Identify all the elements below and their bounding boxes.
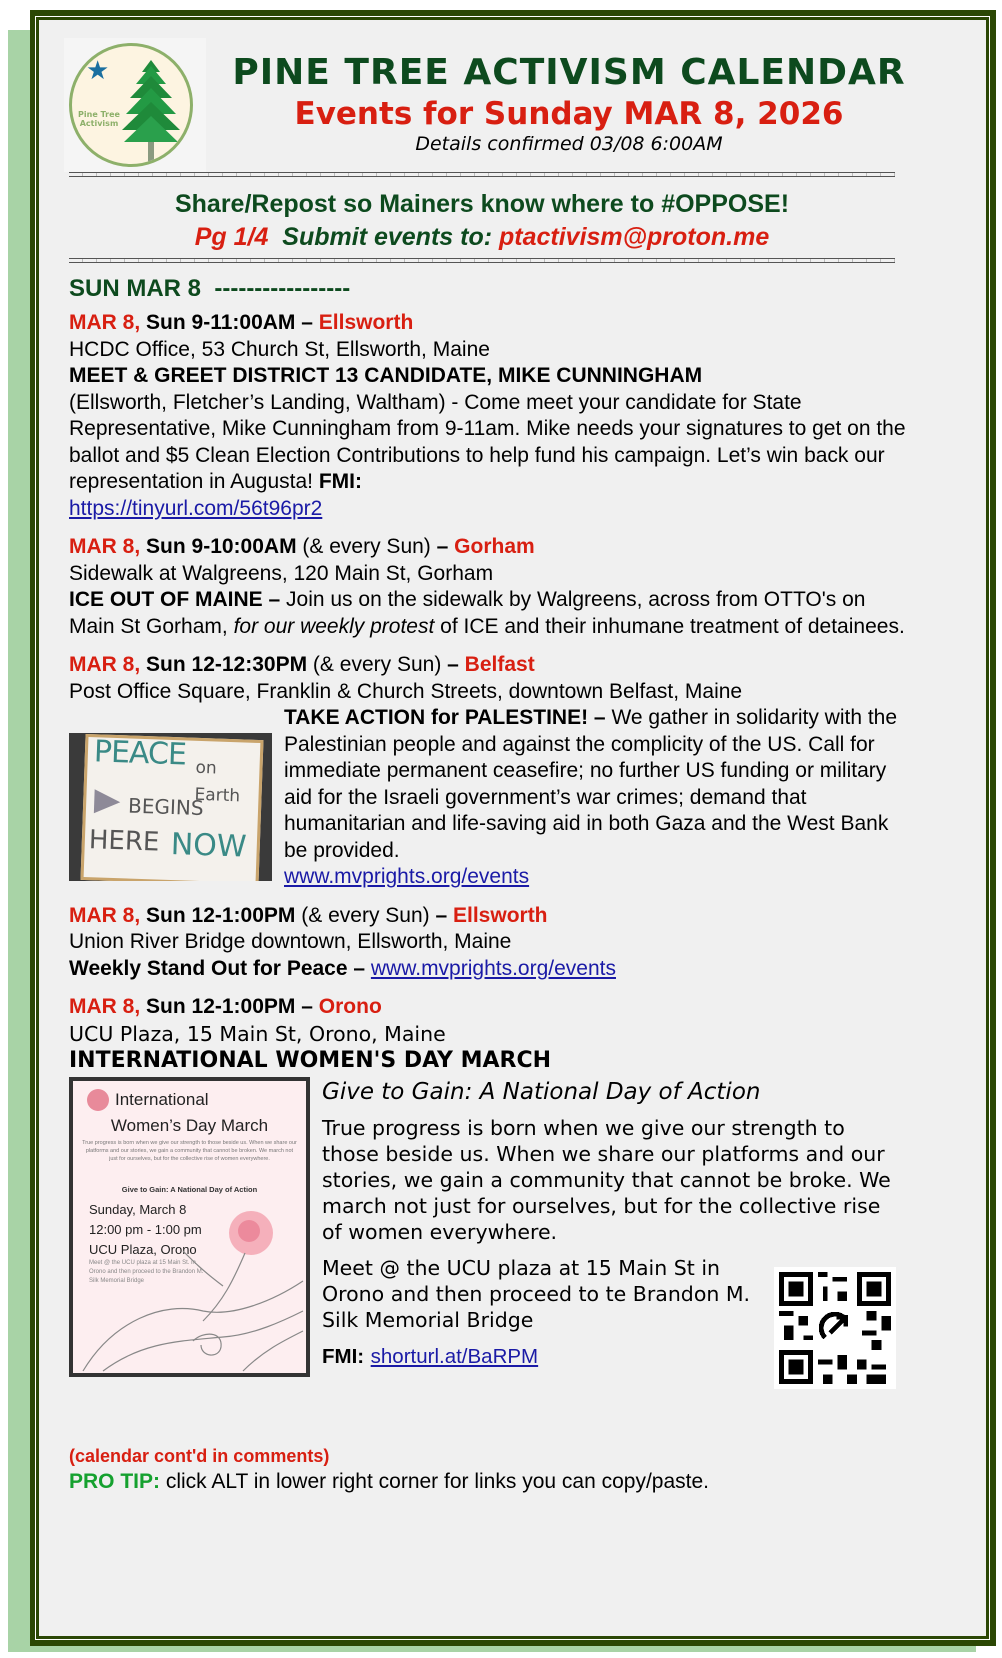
event-time: Sun 9-10:00AM [146, 535, 297, 558]
event-recurring: (& every Sun) [296, 535, 431, 558]
logo-badge [69, 43, 193, 167]
qr-code[interactable] [774, 1267, 896, 1389]
womens-day-flyer [69, 1077, 310, 1377]
protest-sign [81, 734, 264, 881]
fmi-label: FMI: [322, 1344, 365, 1368]
event-location: Sidewalk at Walgreens, 120 Main St, Gorham [69, 561, 494, 585]
description-text: of ICE and their inhumane treatment of detainees. [434, 614, 905, 638]
flyer-tagline: Give to Gain: A National Day of Action [121, 1184, 258, 1194]
rose-icon [87, 1089, 109, 1111]
event-header [69, 310, 909, 337]
event-list [69, 310, 909, 1393]
fmi-label: FMI: [318, 470, 362, 493]
event-link[interactable]: shorturl.at/BaRPM [370, 1344, 539, 1368]
event-location: Post Office Square, Franklin & Church Streets, downtown Belfast, Maine [69, 679, 743, 703]
event-title: MEET & GREET DISTRICT 13 CANDIDATE, MIKE CUNNINGHAM [69, 364, 703, 387]
event-title: ICE OUT OF MAINE – [69, 588, 287, 611]
sign-text: HERE [88, 825, 160, 858]
event-title: TAKE ACTION for PALESTINE! – [284, 706, 612, 729]
event-item [69, 310, 909, 522]
flyer-place: UCU Plaza, Orono [89, 1241, 197, 1257]
sign-text: BEGINS [127, 793, 204, 821]
logo [64, 38, 206, 172]
flyer-title: Women’s Day March [110, 1115, 269, 1135]
event-description [69, 390, 909, 523]
event-item [69, 652, 909, 891]
event-description [69, 587, 909, 640]
day-heading: SUN MAR 8 ----------------- [69, 275, 351, 302]
separator: – [295, 995, 319, 1018]
triangle-icon [94, 789, 121, 814]
event-time: Sun 12-1:00PM [146, 903, 296, 927]
sign-text: PEACE [93, 734, 187, 773]
event-location: UCU Plaza, 15 Main St, Orono, Maine [69, 1021, 446, 1046]
submit-label: Submit events to: [282, 223, 493, 251]
page-subtitle: Events for Sunday MAR 8, 2026 [294, 96, 844, 132]
event-location: HCDC Office, 53 Church St, Ellsworth, Maine [69, 337, 490, 361]
pro-tip [69, 1470, 709, 1494]
calendar-card [37, 18, 988, 1638]
event-description [69, 956, 909, 983]
description-text: Join us on the sidewalk by Walgreens, across from OTTO's on Main St Gorham, [69, 588, 866, 638]
event-description: We gather in solidarity with the Palestinian people and against the complicity of the US. Call for immediate permanent ceasefire; no further US funding or military aid for the Israeli government’s war crimes; demand that humanitarian and life-saving aid in both Gaza and the West Bank be provided. [284, 706, 898, 862]
event-town: Ellsworth [318, 311, 414, 334]
share-banner: Share/Repost so Mainers know where to #OPPOSE! [174, 190, 790, 218]
event-recurring: (& every Sun) [307, 653, 442, 676]
submit-line [69, 221, 895, 253]
event-title: INTERNATIONAL WOMEN'S DAY MARCH [69, 1047, 552, 1073]
event-header [69, 652, 909, 679]
event-town: Gorham [454, 535, 535, 558]
event-body [69, 1077, 909, 1381]
event-date: MAR 8, [69, 995, 141, 1018]
divider [69, 258, 895, 263]
event-time: Sun 9-11:00AM [146, 311, 296, 334]
event-time: Sun 12-12:30PM [146, 653, 308, 676]
star-icon: ★ [86, 56, 110, 86]
page-indicator: Pg 1/4 [194, 223, 269, 251]
submit-email[interactable]: ptactivism@proton.me [499, 223, 770, 251]
pine-tree-icon [120, 58, 182, 166]
event-link[interactable]: www.mvprights.org/events [284, 865, 530, 888]
peace-sign-photo [69, 733, 272, 881]
event-header [69, 994, 909, 1021]
separator: – [430, 535, 455, 558]
continued-note: (calendar cont'd in comments) [69, 1446, 330, 1466]
flyer-time: 12:00 pm - 1:00 pm [89, 1221, 202, 1237]
hand-rose-illustration [73, 1191, 306, 1373]
event-item [69, 994, 909, 1381]
description-emphasis: for our weekly protest [233, 614, 435, 638]
event-description: True progress is born when we give our strength to those beside us. When we share our platforms and our stories, we gain a community that cannot be broke. We march not just for ourselves, but for the collective rise of women everywhere. [322, 1115, 891, 1244]
event-meet-info: Meet @ the UCU plaza at 15 Main St in Orono and then proceed to te Brandon M. Silk Memorial Bridge [322, 1255, 751, 1332]
flyer-note: Meet @ the UCU plaza at 15 Main St. in Orono and then proceed to the Brandon M. Silk Memorial Bridge [89, 1259, 204, 1284]
flyer-title: International [115, 1089, 209, 1109]
event-header [69, 903, 909, 930]
sign-text: NOW [170, 826, 248, 865]
event-town: Orono [318, 995, 382, 1018]
divider [69, 172, 895, 177]
separator: – [295, 311, 319, 334]
event-link[interactable]: www.mvprights.org/events [370, 956, 616, 980]
event-link[interactable]: https://tinyurl.com/56t96pr2 [69, 496, 323, 520]
separator: – [441, 653, 465, 676]
event-date: MAR 8, [69, 653, 141, 676]
event-date: MAR 8, [69, 311, 141, 334]
event-location: Union River Bridge downtown, Ellsworth, Maine [69, 930, 512, 953]
event-header [69, 534, 909, 561]
event-recurring: (& every Sun) [295, 903, 430, 927]
event-date: MAR 8, [69, 903, 141, 927]
logo-text: Pine Tree Activism [78, 110, 120, 128]
event-item [69, 903, 909, 983]
flyer-date: Sunday, March 8 [89, 1201, 187, 1217]
event-town: Belfast [464, 653, 535, 676]
event-item [69, 534, 909, 640]
pro-tip-label: PRO TIP: [69, 1470, 161, 1493]
flyer-blurb: True progress is born when we give our strength to those beside us. When we share our platforms and our stories, we gain a community that cannot be broken. We march not just for ourselves, but for the collective rise of women everywhere. [82, 1139, 297, 1162]
sign-text: on Earth [194, 757, 241, 806]
event-title: Weekly Stand Out for Peace – [69, 956, 371, 980]
event-date: MAR 8, [69, 535, 141, 558]
separator: – [429, 903, 453, 927]
confirmed-timestamp: Details confirmed 03/08 6:00AM [415, 133, 723, 155]
event-description-block [322, 1077, 902, 1370]
event-town: Ellsworth [453, 903, 548, 927]
page-title: PINE TREE ACTIVISM CALENDAR [232, 52, 906, 93]
description-text: (Ellsworth, Fletcher’s Landing, Waltham) - Come meet your candidate for State Representative, Mike Cunningham from 9-11am. Mike needs your signatures to get on the ballot and $5 Clean Election Contributions to help fund his campaign. Let’s win back our representation in Augusta! [69, 390, 906, 493]
event-body [69, 705, 909, 891]
event-time: Sun 12-1:00PM [146, 995, 296, 1018]
event-subtitle: Give to Gain: A National Day of Action [322, 1078, 761, 1105]
pro-tip-text: click ALT in lower right corner for links you can copy/paste. [160, 1470, 709, 1493]
